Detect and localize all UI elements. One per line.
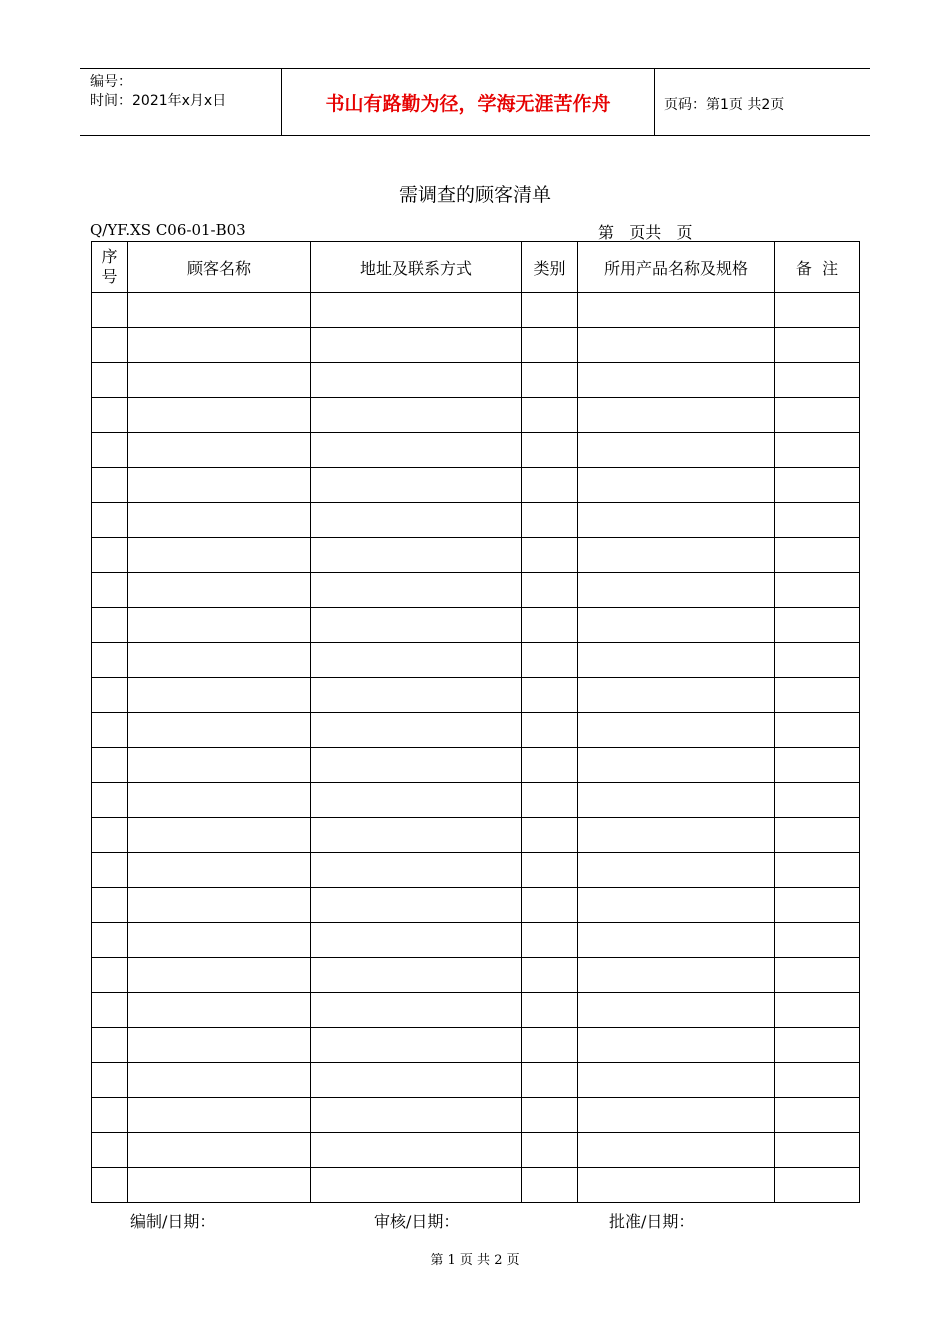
- table-cell[interactable]: [775, 888, 860, 923]
- footer-page-number: 第 1 页 共 2 页: [430, 1253, 520, 1268]
- table-cell[interactable]: [311, 818, 522, 853]
- table-body: [92, 293, 860, 1203]
- table-row: [92, 1063, 860, 1098]
- table-row: [92, 503, 860, 538]
- table-cell[interactable]: [578, 958, 775, 993]
- table-cell[interactable]: [92, 713, 128, 748]
- table-cell[interactable]: [775, 468, 860, 503]
- table-cell[interactable]: [578, 293, 775, 328]
- table-header-row: [92, 242, 860, 293]
- table-row: [92, 853, 860, 888]
- table-cell[interactable]: [578, 1028, 775, 1063]
- table-cell[interactable]: [578, 398, 775, 433]
- table-cell[interactable]: [92, 818, 128, 853]
- table-cell[interactable]: [311, 783, 522, 818]
- table-cell[interactable]: [128, 783, 311, 818]
- table-row: [92, 538, 860, 573]
- table-cell[interactable]: [775, 363, 860, 398]
- table-cell[interactable]: [522, 293, 578, 328]
- table-cell[interactable]: [775, 678, 860, 713]
- table-row: [92, 468, 860, 503]
- table-cell[interactable]: [522, 1168, 578, 1203]
- table-cell[interactable]: [311, 678, 522, 713]
- approved-by-label: 批准/日期：: [609, 1212, 695, 1231]
- table-cell[interactable]: [128, 608, 311, 643]
- table-cell[interactable]: [775, 713, 860, 748]
- table-cell[interactable]: [92, 538, 128, 573]
- header-motto: 书山有路勤为径，学海无涯苦作舟: [325, 92, 611, 115]
- table-cell[interactable]: [128, 293, 311, 328]
- table-cell[interactable]: [522, 573, 578, 608]
- table-cell[interactable]: [522, 608, 578, 643]
- table-cell[interactable]: [311, 468, 522, 503]
- table-cell[interactable]: [311, 328, 522, 363]
- table-cell[interactable]: [311, 923, 522, 958]
- table-cell[interactable]: [128, 713, 311, 748]
- table-cell[interactable]: [311, 1028, 522, 1063]
- table-cell[interactable]: [775, 398, 860, 433]
- document-title: 需调查的顾客清单: [398, 184, 551, 206]
- table-cell[interactable]: [775, 328, 860, 363]
- table-cell[interactable]: [522, 818, 578, 853]
- table-cell[interactable]: [92, 853, 128, 888]
- column-header-product-spec: 所用产品名称及规格: [578, 242, 775, 293]
- table-cell[interactable]: [578, 923, 775, 958]
- table-row: [92, 1168, 860, 1203]
- table-cell[interactable]: [128, 1098, 311, 1133]
- table-cell[interactable]: [311, 1063, 522, 1098]
- table-cell[interactable]: [522, 1028, 578, 1063]
- table-cell[interactable]: [578, 818, 775, 853]
- table-row: [92, 328, 860, 363]
- column-header-customer-name: 顾客名称: [128, 242, 311, 293]
- table-cell[interactable]: [522, 1098, 578, 1133]
- table-cell[interactable]: [92, 748, 128, 783]
- table-cell[interactable]: [128, 923, 311, 958]
- table-cell[interactable]: [311, 853, 522, 888]
- table-row: [92, 958, 860, 993]
- table-cell[interactable]: [311, 1098, 522, 1133]
- column-header-category: 类别: [522, 242, 578, 293]
- table-cell[interactable]: [578, 713, 775, 748]
- table-cell[interactable]: [578, 433, 775, 468]
- table-cell[interactable]: [522, 538, 578, 573]
- table-cell[interactable]: [578, 608, 775, 643]
- page-info: 第 页共 页: [598, 223, 693, 242]
- table-cell[interactable]: [775, 853, 860, 888]
- table-cell[interactable]: [578, 1098, 775, 1133]
- table-cell[interactable]: [522, 503, 578, 538]
- table-cell[interactable]: [92, 363, 128, 398]
- table-cell[interactable]: [578, 1168, 775, 1203]
- table-cell[interactable]: [92, 888, 128, 923]
- table-cell[interactable]: [578, 643, 775, 678]
- table-cell[interactable]: [92, 783, 128, 818]
- table-cell[interactable]: [311, 433, 522, 468]
- table-cell[interactable]: [522, 993, 578, 1028]
- table-cell[interactable]: [92, 678, 128, 713]
- table-cell[interactable]: [311, 958, 522, 993]
- table-cell[interactable]: [128, 888, 311, 923]
- table-cell[interactable]: [311, 293, 522, 328]
- table-row: [92, 713, 860, 748]
- table-cell[interactable]: [128, 678, 311, 713]
- table-cell[interactable]: [522, 923, 578, 958]
- table-cell[interactable]: [311, 398, 522, 433]
- table-cell[interactable]: [128, 818, 311, 853]
- table-cell[interactable]: [311, 748, 522, 783]
- table-cell[interactable]: [578, 363, 775, 398]
- header-number-label: 编号：: [90, 74, 132, 90]
- table-cell[interactable]: [128, 538, 311, 573]
- table-cell[interactable]: [92, 1063, 128, 1098]
- table-cell[interactable]: [311, 503, 522, 538]
- table-row: [92, 1098, 860, 1133]
- table-cell[interactable]: [128, 993, 311, 1028]
- table-cell[interactable]: [775, 923, 860, 958]
- table-row: [92, 678, 860, 713]
- table-cell[interactable]: [92, 398, 128, 433]
- table-cell[interactable]: [128, 1133, 311, 1168]
- table-cell[interactable]: [128, 853, 311, 888]
- table-cell[interactable]: [522, 888, 578, 923]
- table-cell[interactable]: [311, 888, 522, 923]
- table-cell[interactable]: [775, 573, 860, 608]
- table-cell[interactable]: [311, 713, 522, 748]
- table-cell[interactable]: [578, 503, 775, 538]
- column-header-remarks: 备 注: [775, 242, 860, 293]
- table-cell[interactable]: [775, 783, 860, 818]
- table-cell[interactable]: [578, 538, 775, 573]
- table-row: [92, 398, 860, 433]
- table-cell[interactable]: [775, 1098, 860, 1133]
- table-cell[interactable]: [92, 468, 128, 503]
- table-cell[interactable]: [128, 468, 311, 503]
- table-cell[interactable]: [522, 433, 578, 468]
- table-row: [92, 923, 860, 958]
- table-cell[interactable]: [522, 853, 578, 888]
- table-cell[interactable]: [128, 1063, 311, 1098]
- table-cell[interactable]: [775, 433, 860, 468]
- table-cell[interactable]: [578, 468, 775, 503]
- table-cell[interactable]: [522, 713, 578, 748]
- table-cell[interactable]: [775, 608, 860, 643]
- table-cell[interactable]: [92, 1133, 128, 1168]
- table-cell[interactable]: [578, 853, 775, 888]
- table-row: [92, 433, 860, 468]
- table-cell[interactable]: [775, 643, 860, 678]
- table-cell[interactable]: [311, 573, 522, 608]
- table-cell[interactable]: [578, 1063, 775, 1098]
- table-cell[interactable]: [92, 643, 128, 678]
- table-cell[interactable]: [522, 328, 578, 363]
- table-cell[interactable]: [775, 958, 860, 993]
- table-cell[interactable]: [128, 643, 311, 678]
- table-cell[interactable]: [578, 1133, 775, 1168]
- table-cell[interactable]: [775, 1063, 860, 1098]
- table-row: [92, 293, 860, 328]
- table-cell[interactable]: [578, 888, 775, 923]
- table-cell[interactable]: [128, 363, 311, 398]
- table-cell[interactable]: [522, 678, 578, 713]
- table-row: [92, 1028, 860, 1063]
- table-row: [92, 1133, 860, 1168]
- table-cell[interactable]: [92, 958, 128, 993]
- table-cell[interactable]: [128, 1028, 311, 1063]
- table-cell[interactable]: [92, 1168, 128, 1203]
- reviewed-by-label: 审核/日期：: [374, 1212, 460, 1231]
- table-cell[interactable]: [128, 1168, 311, 1203]
- table-row: [92, 748, 860, 783]
- table-cell[interactable]: [578, 678, 775, 713]
- customer-list-table: [91, 241, 860, 1203]
- column-header-address-contact: 地址及联系方式: [311, 242, 522, 293]
- column-header-seq-text: 序 号: [101, 247, 118, 286]
- table-cell[interactable]: [578, 328, 775, 363]
- table-row: [92, 573, 860, 608]
- table-cell[interactable]: [311, 363, 522, 398]
- table-cell[interactable]: [92, 328, 128, 363]
- table-cell[interactable]: [775, 993, 860, 1028]
- table-cell[interactable]: [92, 993, 128, 1028]
- table-cell[interactable]: [92, 433, 128, 468]
- table-cell[interactable]: [128, 398, 311, 433]
- table-row: [92, 818, 860, 853]
- table-row: [92, 783, 860, 818]
- table-row: [92, 888, 860, 923]
- table-cell[interactable]: [92, 608, 128, 643]
- table-cell[interactable]: [311, 1133, 522, 1168]
- table-cell[interactable]: [311, 643, 522, 678]
- table-cell[interactable]: [775, 818, 860, 853]
- table-cell[interactable]: [92, 503, 128, 538]
- table-row: [92, 993, 860, 1028]
- table-cell[interactable]: [775, 538, 860, 573]
- table-cell[interactable]: [128, 503, 311, 538]
- table-cell[interactable]: [92, 923, 128, 958]
- table-cell[interactable]: [522, 958, 578, 993]
- table-cell[interactable]: [92, 293, 128, 328]
- table-cell[interactable]: [578, 748, 775, 783]
- table-cell[interactable]: [775, 293, 860, 328]
- table-cell[interactable]: [311, 993, 522, 1028]
- form-code: Q/YF.XS C06-01-B03: [90, 221, 246, 239]
- table-cell[interactable]: [522, 468, 578, 503]
- table-row: [92, 608, 860, 643]
- table-cell[interactable]: [128, 433, 311, 468]
- table-cell[interactable]: [311, 538, 522, 573]
- table-cell[interactable]: [522, 748, 578, 783]
- table-cell[interactable]: [311, 1168, 522, 1203]
- header-divider-right: [654, 68, 655, 136]
- table-cell[interactable]: [775, 1028, 860, 1063]
- header-page-code: 页码：第1页 共2页: [664, 97, 785, 113]
- table-cell[interactable]: [522, 1063, 578, 1098]
- prepared-by-label: 编制/日期：: [130, 1212, 216, 1231]
- table-cell[interactable]: [311, 608, 522, 643]
- table-cell[interactable]: [92, 1028, 128, 1063]
- table-cell[interactable]: [522, 363, 578, 398]
- column-header-seq: [92, 242, 128, 293]
- table-cell[interactable]: [775, 1168, 860, 1203]
- table-cell[interactable]: [775, 748, 860, 783]
- table-cell[interactable]: [522, 643, 578, 678]
- table-cell[interactable]: [775, 503, 860, 538]
- header-time-label: 时间：2021年x月x日: [90, 93, 227, 109]
- table-cell[interactable]: [578, 573, 775, 608]
- table-cell[interactable]: [92, 1098, 128, 1133]
- table-cell[interactable]: [522, 783, 578, 818]
- table-cell[interactable]: [92, 573, 128, 608]
- table-cell[interactable]: [522, 398, 578, 433]
- table-cell[interactable]: [128, 958, 311, 993]
- table-cell[interactable]: [775, 1133, 860, 1168]
- table-cell[interactable]: [128, 748, 311, 783]
- table-cell[interactable]: [522, 1133, 578, 1168]
- table-cell[interactable]: [578, 783, 775, 818]
- table-cell[interactable]: [128, 573, 311, 608]
- table-row: [92, 643, 860, 678]
- table-cell[interactable]: [578, 993, 775, 1028]
- table-row: [92, 363, 860, 398]
- table-cell[interactable]: [128, 328, 311, 363]
